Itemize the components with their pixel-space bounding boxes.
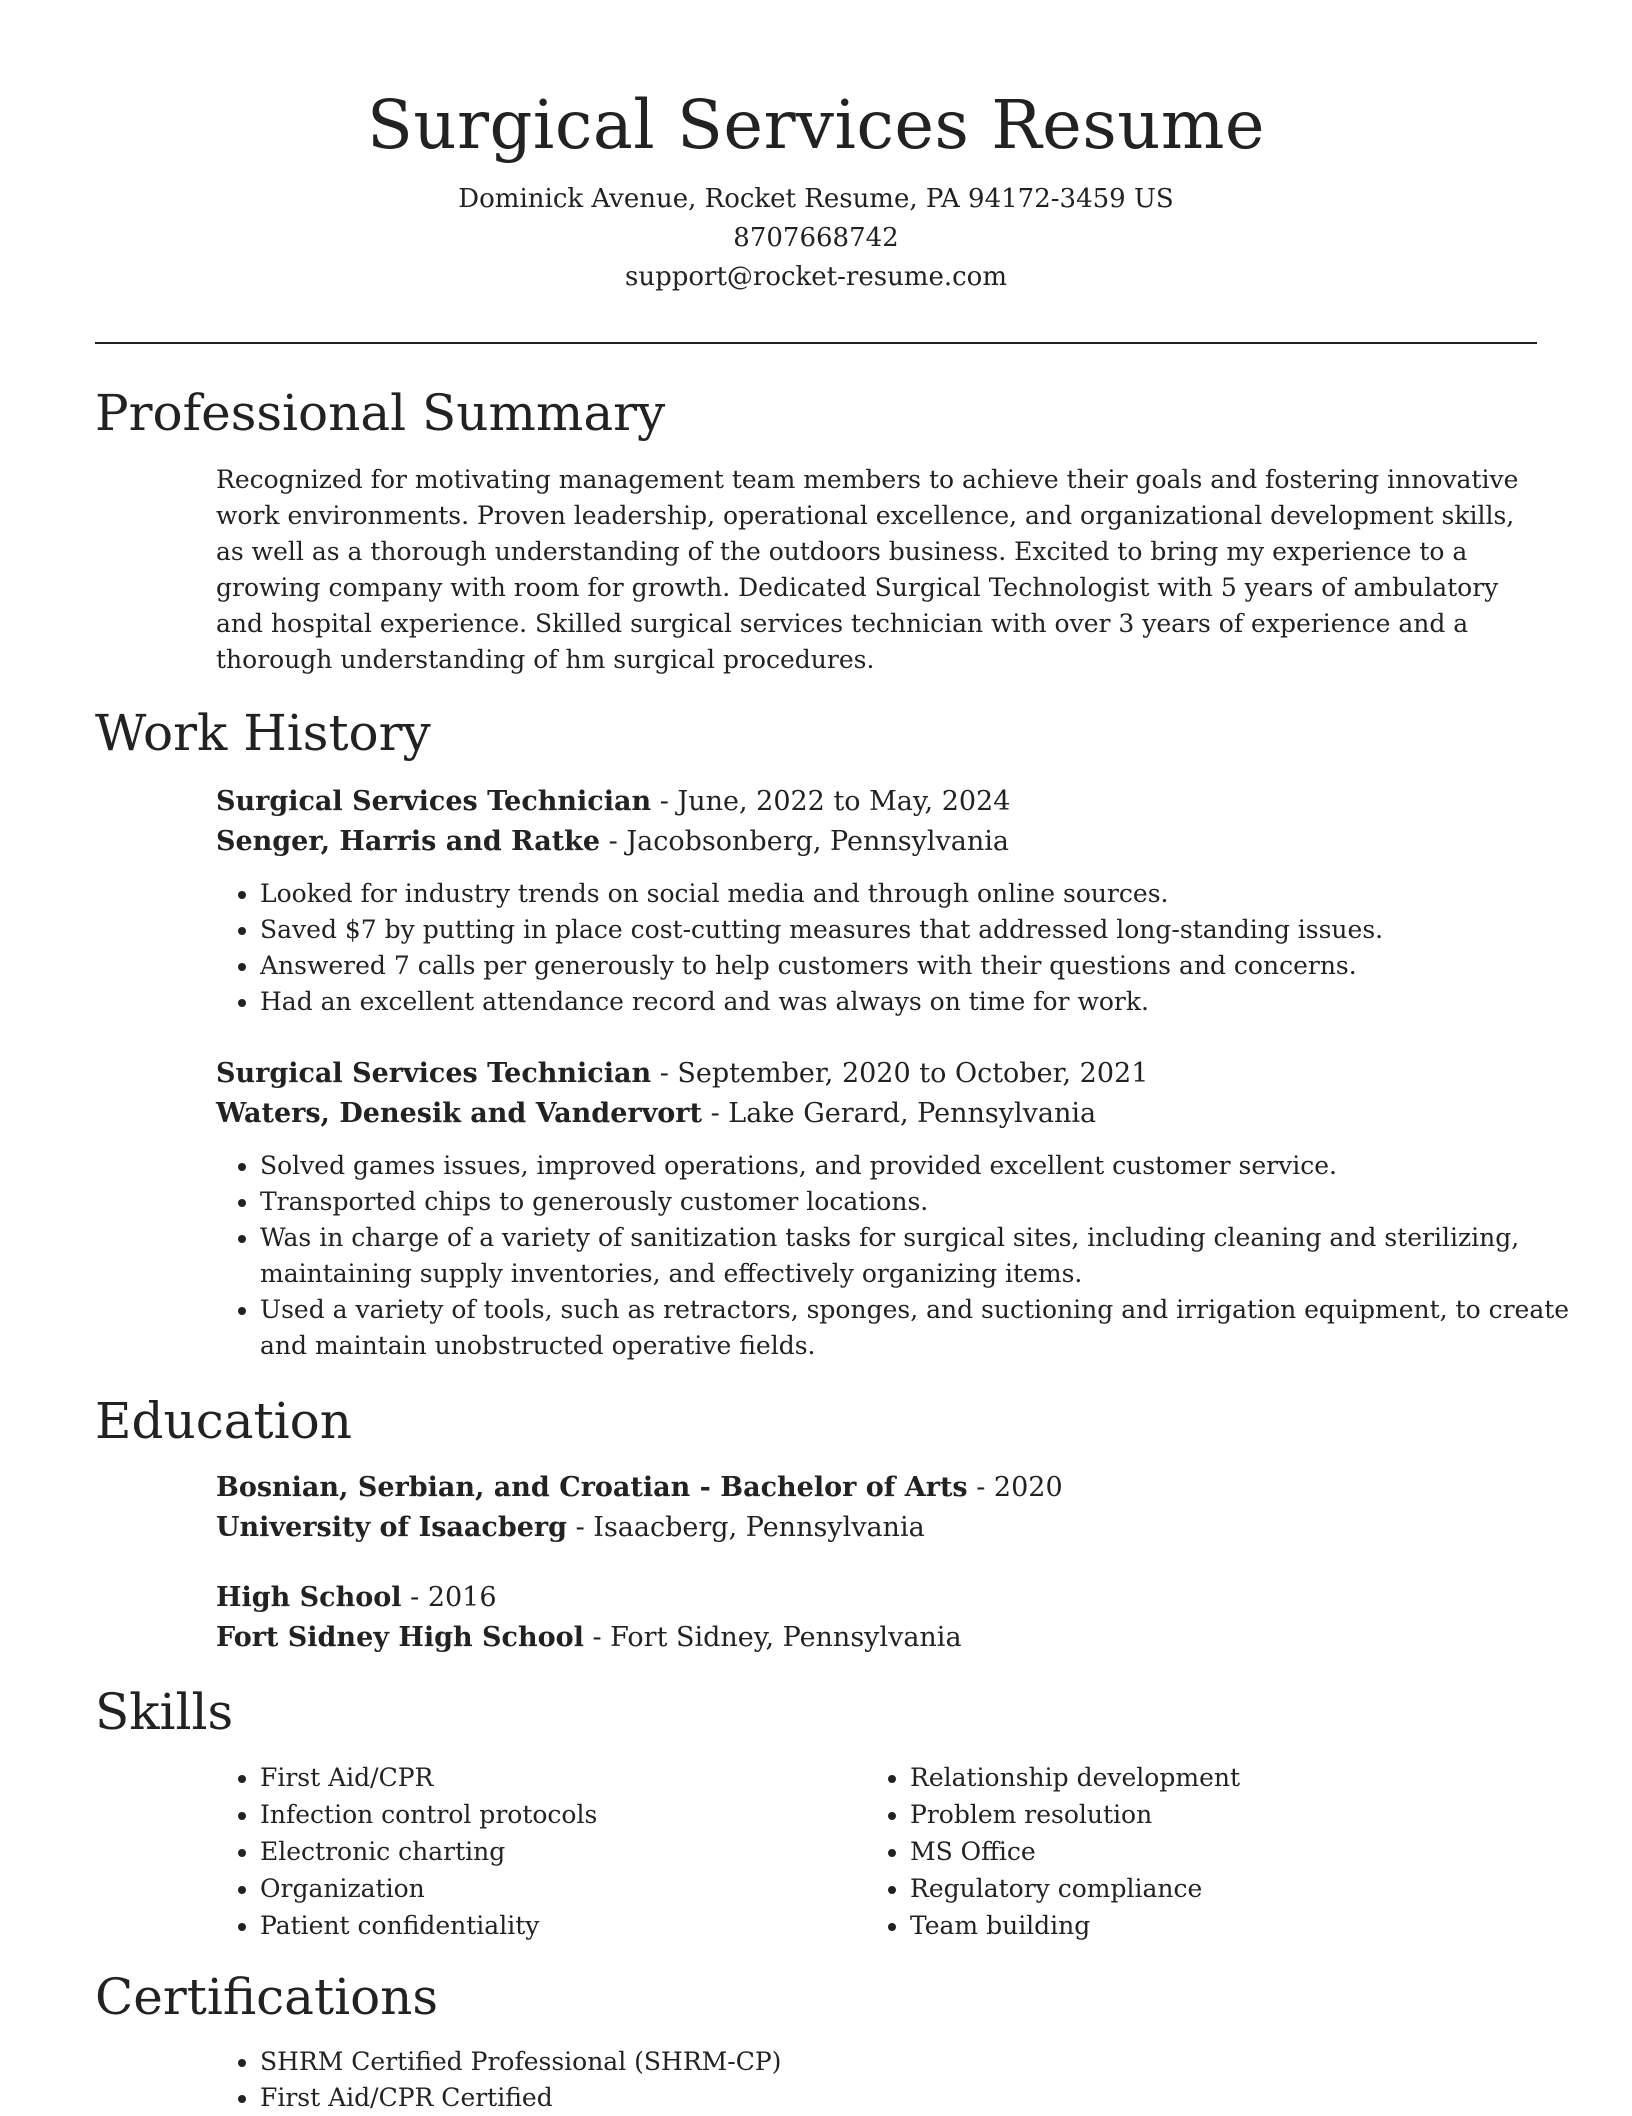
skill-item: • Electronic charting: [260, 1833, 880, 1870]
job-role: Surgical Services Technician: [216, 1058, 652, 1089]
job-employer: [216, 822, 1536, 862]
contact-phone: 8707668742: [733, 223, 899, 253]
job-bullets: [216, 1148, 1580, 1364]
list-item: • Looked for industry trends on social media and through online sources.: [260, 876, 1580, 912]
education-entry: [216, 1578, 1536, 1658]
education-location: - Fort Sidney, Pennsylvania: [583, 1622, 962, 1653]
skill-item: • Patient confidentiality: [260, 1907, 880, 1944]
job-employer: [216, 1094, 1536, 1134]
resume-header: [0, 80, 1632, 297]
header-divider: [95, 342, 1537, 344]
skill-item: • MS Office: [910, 1833, 1530, 1870]
education-heading: [216, 1578, 1536, 1618]
certification-item: • First Aid/CPR Certified: [260, 2080, 1580, 2116]
job-company: Senger, Harris and Ratke: [216, 826, 601, 857]
skill-item: • Problem resolution: [910, 1796, 1530, 1833]
education-year: - 2016: [401, 1582, 497, 1613]
job-dates: - June, 2022 to May, 2024: [651, 786, 1011, 817]
education-location: - Isaacberg, Pennsylvania: [567, 1512, 925, 1543]
job-entry: [216, 782, 1536, 862]
list-item: • Was in charge of a variety of sanitization tasks for surgical sites, including cleaning and sterilizing, maintaining supply inventories, and effectively organizing items.: [260, 1220, 1580, 1292]
education-school: University of Isaacberg: [216, 1512, 567, 1543]
job-location: - Lake Gerard, Pennsylvania: [702, 1098, 1097, 1129]
section-title-certifications: Certifications: [95, 1968, 439, 2026]
list-item: • Used a variety of tools, such as retractors, sponges, and suctioning and irrigation equipment, to create and maintain unobstructed operative fields.: [260, 1292, 1580, 1364]
list-item: • Answered 7 calls per generously to help customers with their questions and concerns.: [260, 948, 1580, 984]
skill-item: • First Aid/CPR: [260, 1759, 880, 1796]
summary-text: Recognized for motivating management team members to achieve their goals and fostering innovative work environments. Proven leadership, operational excellence, and organizational development skills, as well as a thorough understanding of the outdoors business. Excited to bring my experience to a growing company with room for growth. Dedicated Surgical Technologist with 5 years of ambulatory and hospital experience. Skilled surgical services technician with over 3 years of experience and a thorough understanding of hm surgical procedures.: [216, 465, 1519, 674]
skills-list-right: [866, 1759, 1530, 1944]
education-school-line: [216, 1618, 1536, 1658]
certification-item: • SHRM Certified Professional (SHRM-CP): [260, 2044, 1580, 2080]
education-school-line: [216, 1508, 1536, 1548]
contact-address: Dominick Avenue, Rocket Resume, PA 94172-3459 US: [458, 184, 1174, 214]
resume-title: Surgical Services Resume: [366, 86, 1266, 164]
education-degree: High School: [216, 1582, 402, 1613]
section-title-work-history: Work History: [95, 704, 431, 762]
skill-item: • Regulatory compliance: [910, 1870, 1530, 1907]
job-company: Waters, Denesik and Vandervort: [216, 1098, 702, 1129]
job-heading: [216, 782, 1536, 822]
education-school: Fort Sidney High School: [216, 1622, 584, 1653]
contact-email: support@rocket-resume.com: [624, 262, 1007, 292]
job-role: Surgical Services Technician: [216, 786, 652, 817]
skill-item: • Relationship development: [910, 1759, 1530, 1796]
job-heading: [216, 1054, 1536, 1094]
job-bullets: [216, 876, 1580, 1020]
list-item: • Saved $7 by putting in place cost-cutting measures that addressed long-standing issues.: [260, 912, 1580, 948]
skills-list-left: [216, 1759, 880, 1944]
education-degree: Bosnian, Serbian, and Croatian - Bachelor of Arts: [216, 1472, 968, 1503]
section-title-education: Education: [95, 1392, 352, 1450]
certifications-list: [216, 2044, 1580, 2116]
skill-item: • Organization: [260, 1870, 880, 1907]
education-entry: [216, 1468, 1536, 1548]
skill-item: • Infection control protocols: [260, 1796, 880, 1833]
job-dates: - September, 2020 to October, 2021: [651, 1058, 1149, 1089]
section-title-skills: Skills: [95, 1683, 234, 1741]
education-heading: [216, 1468, 1536, 1508]
list-item: • Had an excellent attendance record and was always on time for work.: [260, 984, 1580, 1020]
education-year: - 2020: [967, 1472, 1063, 1503]
list-item: • Solved games issues, improved operations, and provided excellent customer service.: [260, 1148, 1580, 1184]
list-item: • Transported chips to generously customer locations.: [260, 1184, 1580, 1220]
job-location: - Jacobsonberg, Pennsylvania: [600, 826, 1009, 857]
section-title-summary: Professional Summary: [95, 384, 666, 442]
skill-item: • Team building: [910, 1907, 1530, 1944]
job-entry: [216, 1054, 1536, 1134]
